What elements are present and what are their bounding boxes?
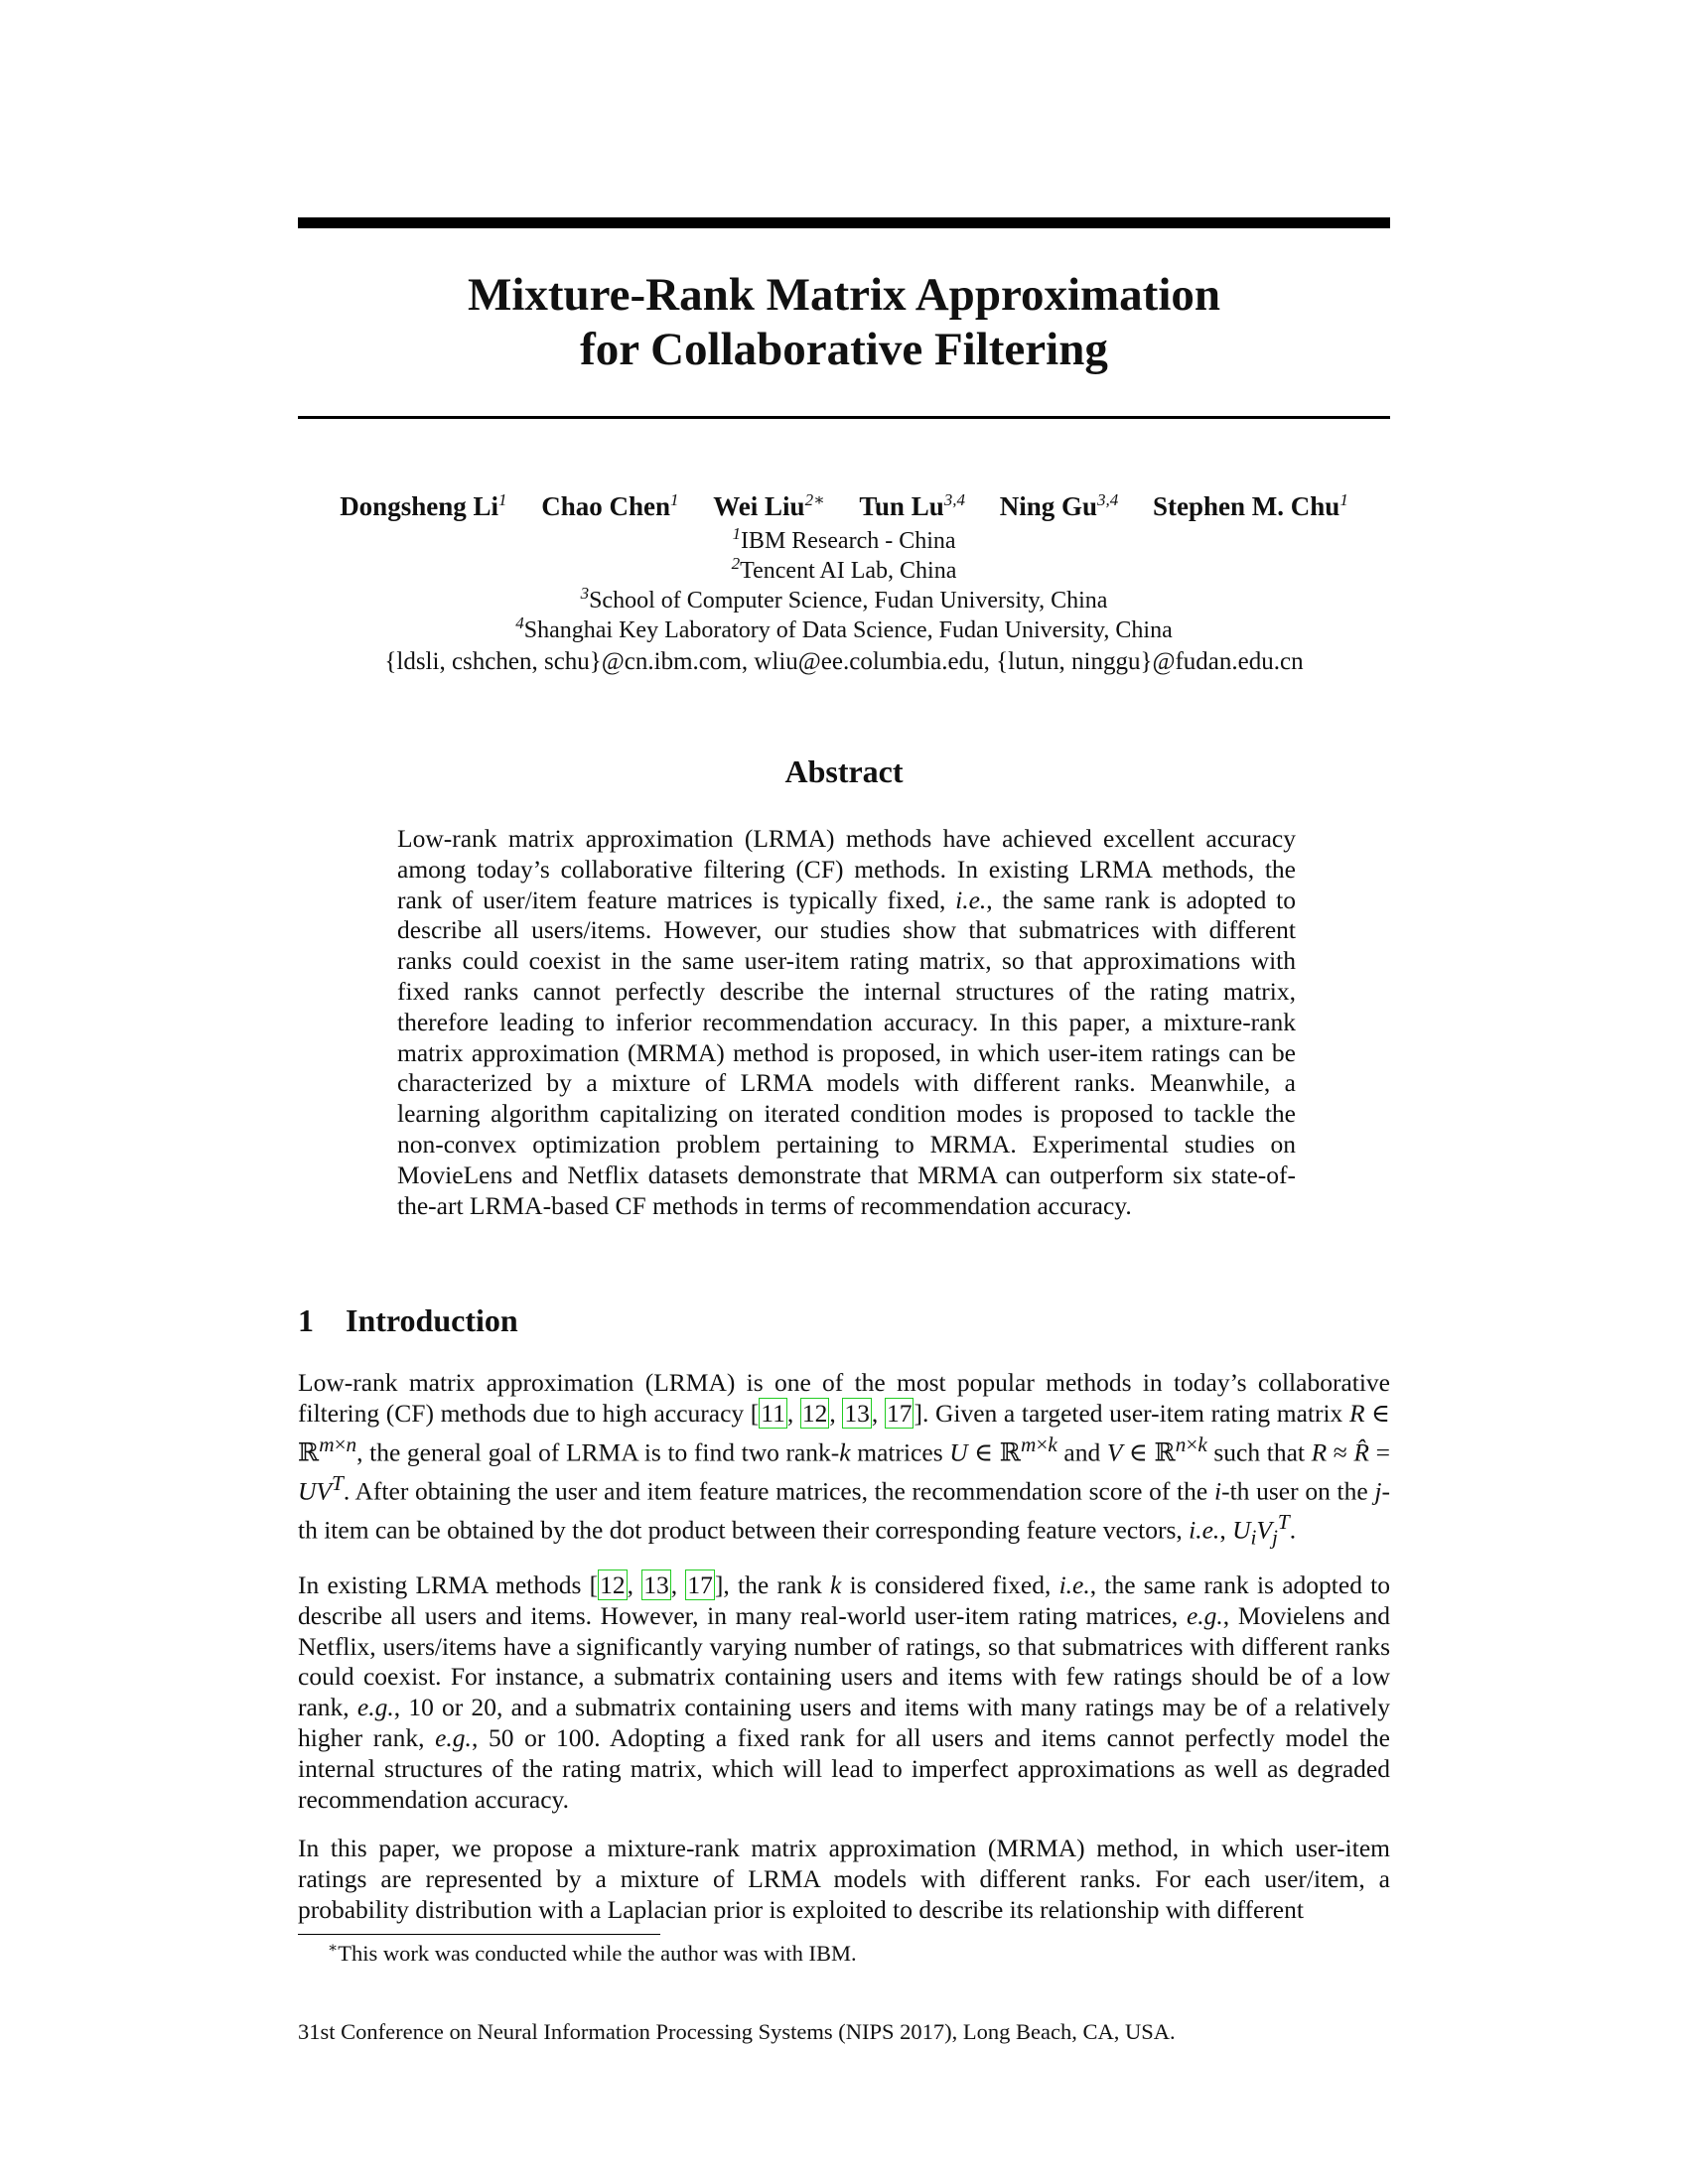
conference-footer: 31st Conference on Neural Information Processing Systems (NIPS 2017), Long Beach, CA, USA. [298,2019,1176,2044]
citation-group: [11, 12, 13, 17] [750,1398,922,1428]
author-list [298,489,1390,523]
section-title: Introduction [346,1302,518,1338]
math-expr: R [1311,1437,1328,1467]
author: Tun Lu$^{3,4}$ [859,490,965,521]
intro-paragraph-2: In existing LRMA methods [12, 13, 17], the rank k is considered fixed, i.e., the same rank is adopted to describe all users and items. However, in many real-world user-item rating matrices, e.g., Movielens and Netflix, users/items have a significantly varying number of ratings, so that submatrices with different ranks could coexist. For instance, a submatrix containing users and items with few ratings should be of a low rank, e.g., 10 or 20, and a submatrix containing users and items with many ratings may be of a relatively higher rank, e.g., 50 or 100. Adopting a fixed rank for all users and items cannot perfectly model the internal structures of the rating matrix, which will lead to imperfect approximations as well as degraded recommendation accuracy. [298,1570,1391,1814]
title-line-1: Mixture-Rank Matrix Approximation [467,269,1221,321]
affiliation: $^2$Tencent AI Lab, China [731,554,957,584]
citation-link[interactable]: 12 [801,1398,828,1428]
affiliation-list [298,526,1390,645]
author-emails: {ldsli, cshchen, schu}@cn.ibm.com, wliu@ee.columbia.edu, {lutun, ninggu}@fudan.edu.cn [384,648,1304,675]
citation-group: [12, 13, 17] [589,1570,724,1599]
affiliation: $^4$Shanghai Key Laboratory of Data Science, Fudan University, China [515,614,1173,643]
section-number: 1 [298,1302,314,1338]
footnote-rule [298,1934,660,1935]
citation-link[interactable]: 17 [687,1570,713,1599]
citation-link[interactable]: 13 [844,1398,870,1428]
citation-link[interactable]: 17 [886,1398,913,1428]
citation-link[interactable]: 12 [600,1570,626,1599]
intro-paragraph-1: Low-rank matrix approximation (LRMA) is one of the most popular methods in today’s collaborative filtering (CF) methods due to high accuracy [11, 12, 13, 17]. Given a targeted user-item rating matrix R ∈ ℝ$^{m\times n}$, the general goal of LRMA is to find two rank-k matrices U ∈ ℝ$^{m\times k}$ and V ∈ ℝ$^{n\times k}$ such that R ≈ R̂ = $UV^T$. After obtaining the user and item feature matrices, the recommendation score of the i-th user on the j-th item can be obtained by the dot product between their corresponding feature vectors, i.e., $U_iV_j^T$. [298,1368,1391,1550]
section-heading-introduction [298,1301,993,1339]
math-expr: R [1348,1398,1365,1428]
affiliation: $^3$School of Computer Science, Fudan University, China [580,584,1108,614]
abstract-text: Low-rank matrix approximation (LRMA) methods have achieved excellent accuracy among today’s collaborative filtering (CF) methods. In existing LRMA methods, the rank of user/item feature matrices is typically fixed, i.e., the same rank is adopted to describe all users/items. However, our studies show that submatrices with different ranks could coexist in the same user-item rating matrix, so that approximations with fixed ranks cannot perfectly describe the internal structures of the rating matrix, therefore leading to inferior recommendation accuracy. In this paper, a mixture-rank matrix approximation (MRMA) method is proposed, in which user-item ratings can be characterized by a mixture of LRMA models with different ranks. Meanwhile, a learning algorithm capitalizing on iterated condition modes is proposed to tackle the non-convex optimization problem pertaining to MRMA. Experimental studies on MovieLens and Netflix datasets demonstrate that MRMA can outperform six state-of-the-art LRMA-based CF methods in terms of recommendation accuracy. [397,824,1297,1220]
abstract-heading: Abstract [784,753,904,789]
author: Wei Liu$^{2∗}$ [713,490,825,521]
paper-title [298,268,1390,377]
intro-paragraph-3: In this paper, we propose a mixture-rank matrix approximation (MRMA) method, in which user-item ratings are represented by a mixture of LRMA models with different ranks. For each user/item, a probability distribution with a Laplacian prior is exploited to describe its relationship with different [298,1834,1390,1924]
author: Ning Gu$^{3,4}$ [999,490,1119,521]
affiliation: $^1$IBM Research - China [732,524,956,554]
citation-link[interactable]: 11 [761,1398,785,1428]
math-expr: k [839,1437,851,1467]
author: Stephen M. Chu$^1$ [1153,490,1348,521]
title-bottom-rule [298,416,1390,419]
footnote: ∗This work was conducted while the author was with IBM. [328,1940,857,1966]
title-top-rule [298,217,1390,228]
citation-link[interactable]: 13 [643,1570,669,1599]
author: Chao Chen$^1$ [541,490,679,521]
author: Dongsheng Li$^1$ [340,490,507,521]
title-line-2: for Collaborative Filtering [580,324,1108,375]
